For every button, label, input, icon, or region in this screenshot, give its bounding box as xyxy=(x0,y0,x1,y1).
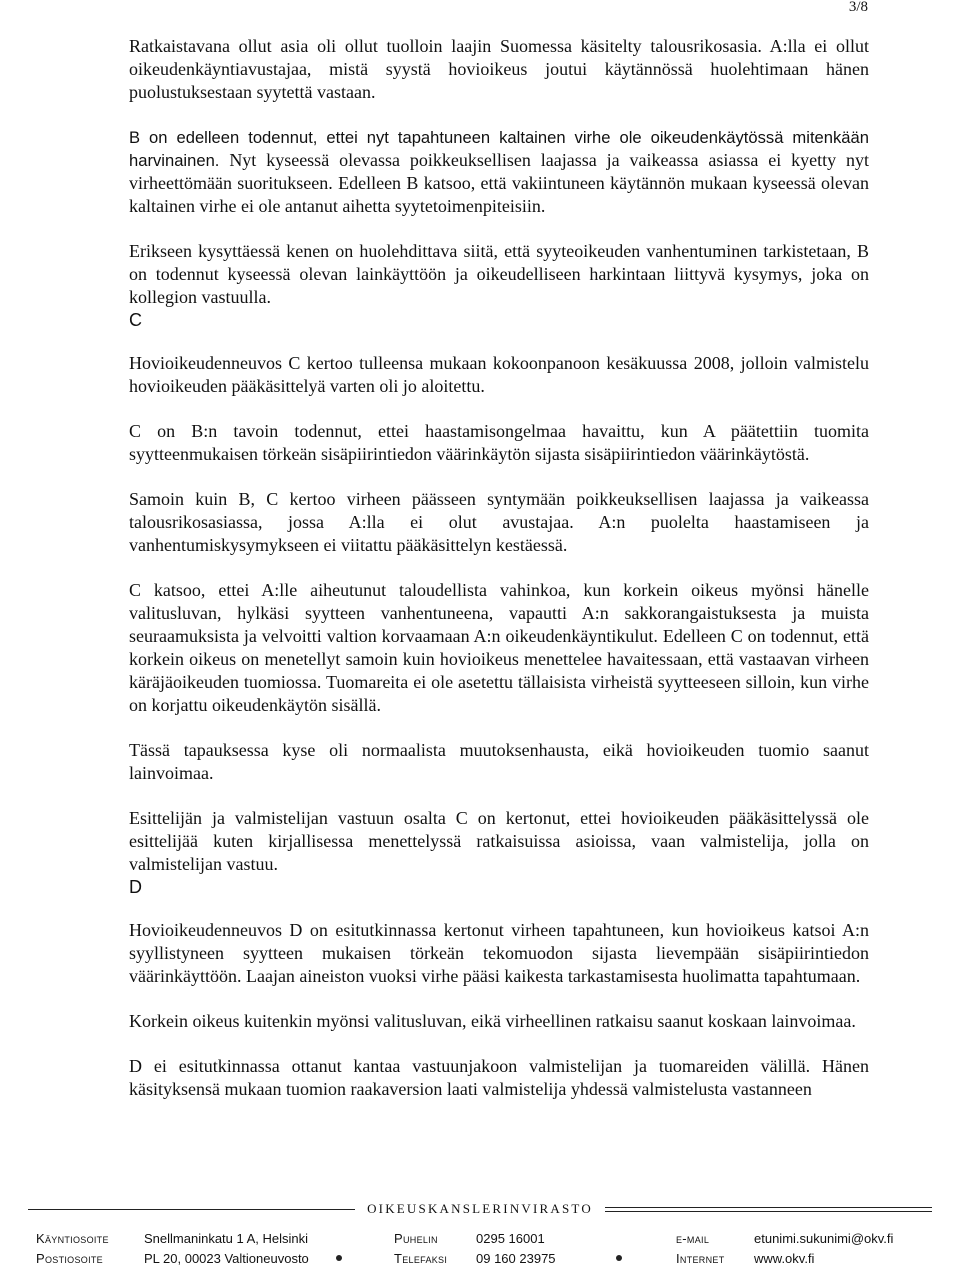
paragraph: C on B:n tavoin todennut, ettei haastamisongelmaa havaittu, kun A päätettiin tuomita syytteenmukaisen törkeän sisäpiirintiedon väärinkäytön sijasta sisäpiirintiedon väärinkäytöstä. xyxy=(129,421,869,464)
web-link[interactable]: www.okv.fi xyxy=(754,1251,815,1266)
paragraph-part: B on edelleen todennut, ettei nyt tapahtuneen kaltainen virhe ole oikeudenkäytössä mitenkään harvinainen. xyxy=(129,128,869,170)
footer-divider xyxy=(605,1207,932,1212)
email-label: e-mail xyxy=(676,1231,710,1246)
paragraph xyxy=(129,126,869,218)
phone-label: Puhelin xyxy=(394,1231,438,1246)
paragraph: C katsoo, ettei A:lle aiheutunut taloudellista vahinkoa, kun korkein oikeus myönsi hänelle valitusluvan, hylkäsi syytteen vanhentuneena, vapautti A:n sakkorangaistuksesta ja muista seuraamuksista ja velvoitti valtion korvaamaan A:n oikeudenkäyntikulut. Edelleen C on todennut, että korkein oikeus on menetellyt samoin kuin hovioikeus menettelee havaitessaan, että vastaavan virheen käräjäoikeuden tuomiossa. Tuomareita ei ole asetettu tällaisista virheistä syytteeseen silloin, kun virhe on korjattu oikeudenkäytön sisällä. xyxy=(129,580,869,715)
bullet-icon xyxy=(616,1255,622,1261)
section-heading-c: C xyxy=(129,310,142,330)
paragraph: Ratkaistavana ollut asia oli ollut tuolloin laajin Suomessa käsitelty talousrikosasia. A:lla ei ollut oikeudenkäyntiavustajaa, mistä syystä hovioikeus joutui käytännössä huolehtimaan hänen puolustuksestaan syytettä vastaan. xyxy=(129,36,869,102)
paragraph: Hovioikeudenneuvos C kertoo tulleensa mukaan kokoonpanoon kesäkuussa 2008, jolloin valmistelu hovioikeuden pääkäsittelyä varten oli jo aloitettu. xyxy=(129,353,869,396)
agency-name: OIKEUSKANSLERINVIRASTO xyxy=(367,1201,593,1216)
paragraph: D ei esitutkinnassa ottanut kantaa vastuunjakoon valmistelijan ja tuomareiden välillä. Hänen käsityksensä mukaan tuomion raakaversion laati valmistelija yhdessä valmistelusta vastanneen xyxy=(129,1056,869,1099)
paragraph: Esittelijän ja valmistelijan vastuun osalta C on kertonut, ettei hovioikeuden pääkäsittelyssä ole esittelijää kuten kirjallisessa menettelyssä ratkaisuissa asioissa, vaan valmistelija, jolla on valmistelijan vastuu. xyxy=(129,808,869,874)
post-label: Postiosoite xyxy=(36,1251,103,1266)
document-body xyxy=(129,35,869,1101)
page-number: 3/8 xyxy=(848,0,868,15)
paragraph-part: Edelleen B katsoo, että vakiintuneen käytännön mukaan kyseessä olevan kaltainen virhe ei ole antanut aihetta syytetoimenpiteisiin. xyxy=(129,173,869,216)
paragraph-part: Nyt kyseessä olevassa poikkeuksellisen laajassa ja vaikeassa asiassa ei kyetty nyt virheettömään suoritukseen. xyxy=(129,150,869,193)
email-link[interactable]: etunimi.sukunimi@okv.fi xyxy=(754,1231,894,1246)
paragraph: Samoin kuin B, C kertoo virheen päässeen syntymään poikkeuksellisen laajassa ja vaikeassa talousrikosasiassa, jossa A:lla ei olut avustajaa. A:n puolelta haastamiseen ja vanhentumiskysymykseen ei viitattu pääkäsittelyn kestäessä. xyxy=(129,489,869,555)
web-label: Internet xyxy=(676,1251,725,1266)
paragraph: Hovioikeudenneuvos D on esitutkinnassa kertonut virheen tapahtuneen, kun hovioikeus katsoi A:n syyllistyneen syytteen mukaisen törkeän tekomuodon sijasta lievempään sisäpiirintiedon väärinkäyttöön. Laajan aineiston vuoksi virhe pääsi kaikesta tarkastamisesta huolimatta tapahtumaan. xyxy=(129,920,869,986)
phone-number: 0295 16001 xyxy=(476,1231,545,1246)
paragraph: Erikseen kysyttäessä kenen on huolehdittava siitä, että syyteoikeuden vanhentuminen tarkistetaan, B on todennut kyseessä olevan lainkäyttöön ja oikeudelliseen harkintaan liittyvä kysymys, joka on kollegion vastuulla. xyxy=(129,241,869,307)
bullet-icon xyxy=(336,1255,342,1261)
paragraph: Korkein oikeus kuitenkin myönsi valitusluvan, eikä virheellinen ratkaisu saanut koskaan lainvoimaa. xyxy=(129,1011,856,1031)
footer-divider xyxy=(28,1209,355,1210)
post-address: PL 20, 00023 Valtioneuvosto xyxy=(144,1251,309,1266)
fax-number: 09 160 23975 xyxy=(476,1251,556,1266)
paragraph: Tässä tapauksessa kyse oli normaalista muutoksenhausta, eikä hovioikeuden tuomio saanut lainvoimaa. xyxy=(129,740,869,783)
fax-label: Telefaksi xyxy=(394,1251,448,1266)
section-heading-d: D xyxy=(129,877,142,897)
visit-label: Käyntiosoite xyxy=(36,1231,109,1246)
visit-address: Snellmaninkatu 1 A, Helsinki xyxy=(144,1231,309,1246)
footer-rule xyxy=(28,1201,932,1217)
